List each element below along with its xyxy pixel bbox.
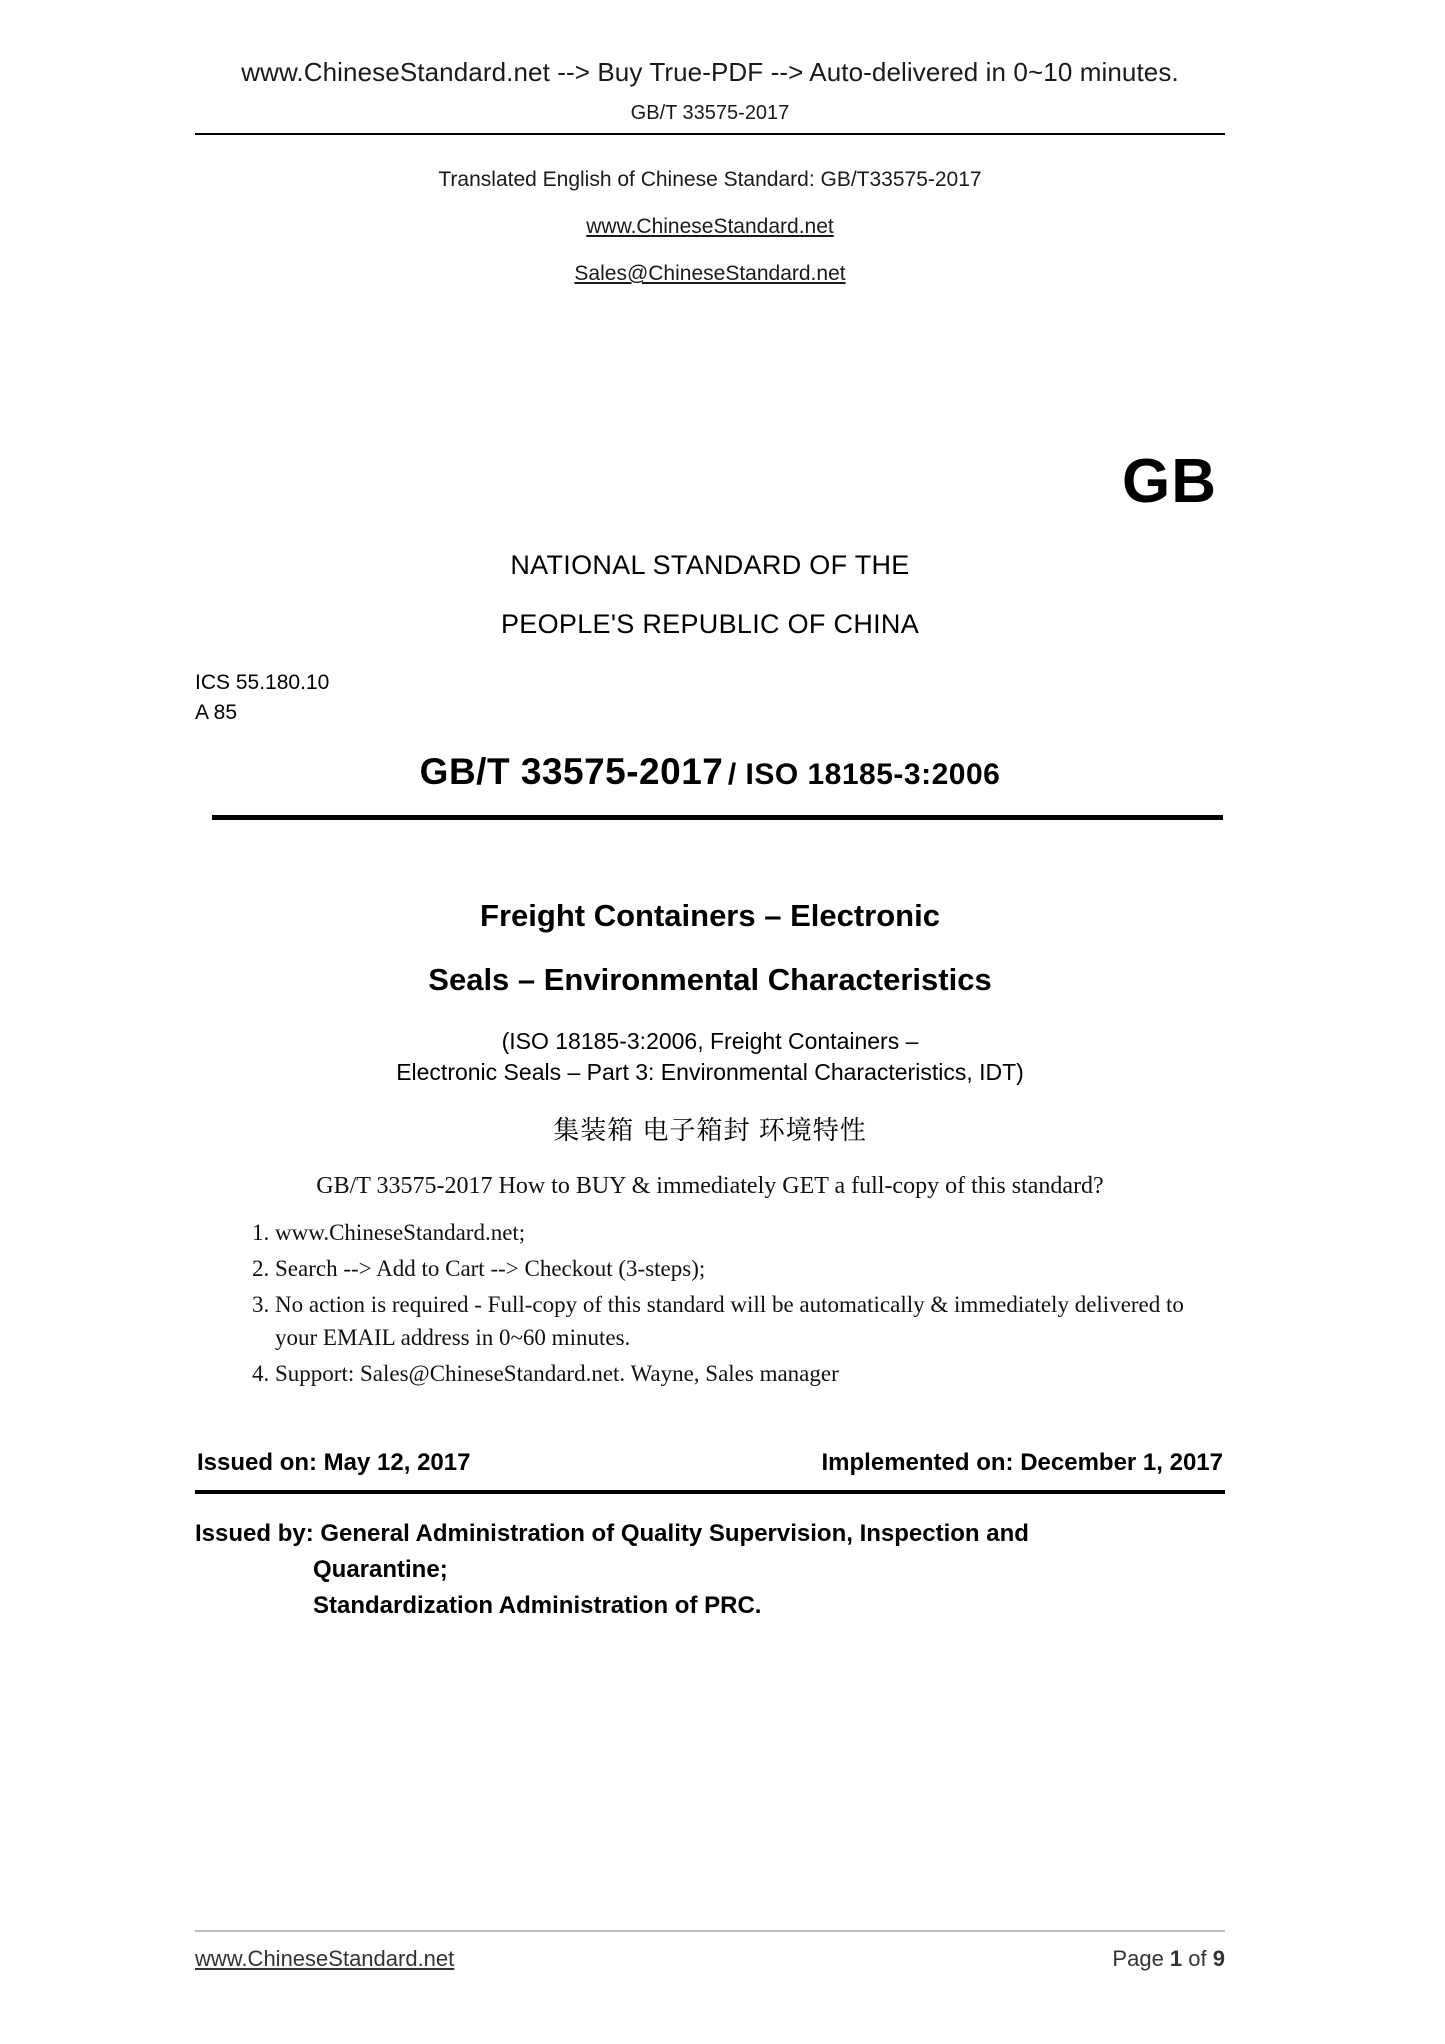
national-standard-line-2: PEOPLE'S REPUBLIC OF CHINA — [500, 609, 920, 639]
issued-by-line-3: Standardization Administration of PRC. — [313, 1591, 762, 1619]
standard-title-chinese: 集装箱 电子箱封 环境特性 — [553, 1114, 867, 1145]
translated-title: Translated English of Chinese Standard: GB/T33575-2017 — [438, 168, 982, 191]
issued-by-line-2: Quarantine; — [313, 1555, 448, 1583]
footer-divider — [195, 1930, 1225, 1932]
footer-site-link[interactable]: www.ChineseStandard.net — [195, 1946, 455, 1971]
gb-mark: GB — [1122, 447, 1217, 516]
issue-dates-row — [195, 1449, 1225, 1477]
email-link[interactable]: Sales@ChineseStandard.net — [574, 262, 846, 285]
list-item: 3. No action is required - Full-copy of this standard will be automatically & immediately delivered to your EMAIL address in 0~60 minutes. — [275, 1288, 1225, 1356]
website-link-row — [195, 215, 1225, 239]
ics-block — [195, 668, 1225, 729]
standard-number-divider — [212, 815, 1223, 820]
buy-instructions-list — [195, 1216, 1225, 1391]
standard-subtitle — [195, 1026, 1225, 1088]
standard-subtitle-line-1: (ISO 18185-3:2006, Freight Containers – — [501, 1027, 919, 1054]
page-label-prefix: Page — [1112, 1946, 1170, 1971]
standard-number: GB/T 33575-2017 — [419, 750, 724, 792]
standard-subtitle-line-2: Electronic Seals – Part 3: Environmental Characteristics, IDT) — [396, 1058, 1024, 1085]
list-item: 4. Support: Sales@ChineseStandard.net. Wayne, Sales manager — [275, 1357, 1225, 1391]
issued-by-line-1: Issued by: General Administration of Quality Supervision, Inspection and — [195, 1519, 1029, 1547]
ics-code: ICS 55.180.10 — [195, 671, 330, 694]
footer-row — [195, 1946, 1225, 1972]
standard-title-line-1: Freight Containers – Electronic — [480, 897, 940, 933]
email-link-row — [195, 262, 1225, 286]
national-standard-line-1: NATIONAL STANDARD OF THE — [510, 550, 910, 580]
list-item: 1. www.ChineseStandard.net; — [275, 1216, 1225, 1250]
page-indicator — [1112, 1946, 1225, 1972]
page-content — [195, 0, 1225, 1624]
page-number: 1 — [1169, 1946, 1183, 1971]
website-link[interactable]: www.ChineseStandard.net — [586, 215, 834, 238]
issue-divider — [195, 1490, 1225, 1494]
standard-iso-reference: / ISO 18185-3:2006 — [727, 757, 1001, 791]
class-code: A 85 — [195, 701, 238, 725]
promo-banner: www.ChineseStandard.net --> Buy True-PDF --> Auto-delivered in 0~10 minutes. — [241, 57, 1179, 87]
header-divider — [195, 133, 1225, 135]
page-label-middle: of — [1182, 1946, 1213, 1971]
page-total: 9 — [1212, 1946, 1225, 1971]
issued-on-date: Issued on: May 12, 2017 — [197, 1448, 471, 1476]
implemented-on-date: Implemented on: December 1, 2017 — [821, 1448, 1223, 1476]
standard-title-line-2: Seals – Environmental Characteristics — [428, 961, 992, 997]
document-code: GB/T 33575-2017 — [630, 102, 790, 124]
list-item: 2. Search --> Add to Cart --> Checkout (3-steps); — [275, 1252, 1225, 1286]
issued-by-block — [195, 1516, 1225, 1624]
buy-instructions-heading: GB/T 33575-2017 How to BUY & immediately GET a full-copy of this standard? — [316, 1172, 1104, 1199]
page-footer — [195, 1930, 1225, 1972]
standard-number-row — [195, 751, 1225, 793]
